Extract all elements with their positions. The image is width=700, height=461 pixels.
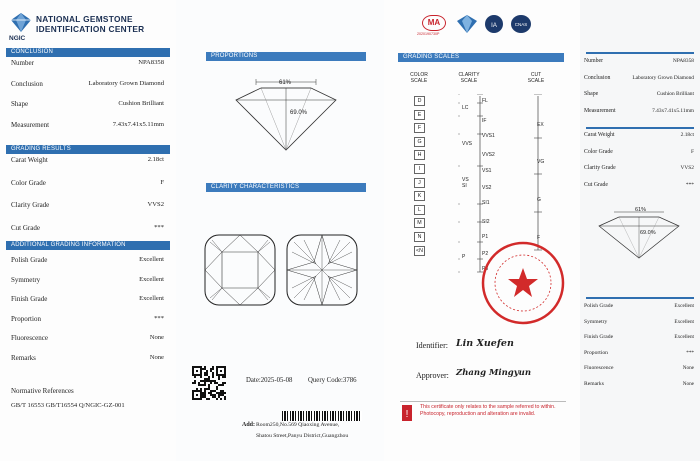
clarity-scale-label: P3 <box>482 266 489 272</box>
section-conclusion: CONCLUSION <box>6 48 170 57</box>
proportion-depth: 69.0% <box>290 110 308 116</box>
row-label: Cut Grade <box>11 223 40 232</box>
row-label: Conclusion <box>584 74 611 81</box>
card-depth: 69.0% <box>640 230 656 236</box>
row-label: Finish Grade <box>11 295 48 303</box>
row-value: VVS2 <box>680 165 694 171</box>
row-value: Laboratory Grown Diamond <box>88 79 164 87</box>
clarity-scale-label: SI1 <box>482 200 490 206</box>
cut-scale-label: VG <box>537 159 545 165</box>
address-line2: Shatou Street,Panyu District,Guangzhou <box>256 433 349 439</box>
panel-results <box>0 0 177 461</box>
card-rule-mid <box>586 127 694 129</box>
row-value: Excellent <box>674 318 694 325</box>
row-label: Remarks <box>11 353 36 362</box>
row-value: *** <box>154 314 164 322</box>
barcode <box>282 411 362 421</box>
row-value: None <box>149 353 164 361</box>
svg-text:IA: IA <box>491 23 497 29</box>
clarity-group-label: VS <box>462 177 469 183</box>
row-value: Cushion Brilliant <box>656 91 694 97</box>
color-scale-box: F <box>414 123 425 133</box>
row-value: Cushion Brilliant <box>118 100 164 107</box>
cut-scale-title: CUT SCALE <box>527 72 545 84</box>
row-label: Polish Grade <box>11 256 48 264</box>
address-line1: Room250,No.569 Qiaoxing Avenue, <box>256 422 340 428</box>
row-value: None <box>682 381 694 387</box>
row-value: Laboratory Grown Diamond <box>632 74 694 81</box>
qr-code-icon <box>192 366 226 400</box>
warning-icon <box>402 405 412 421</box>
normative-title: Normative References <box>11 387 74 395</box>
row-label: Proportion <box>11 314 41 323</box>
row-label: Color Grade <box>11 178 46 187</box>
row-label: Proportion <box>584 349 608 356</box>
row-label: Number <box>584 58 603 64</box>
color-scale-box: E <box>414 110 425 120</box>
color-scale-box: H <box>414 150 425 160</box>
clarity-scale-label: P1 <box>482 234 489 240</box>
ngic-logo-icon <box>9 12 33 34</box>
clarity-scale-title: CLARITY SCALE <box>458 72 480 84</box>
color-scale-box: N <box>414 232 425 242</box>
identifier-signature: Lin Xuefen <box>456 338 514 349</box>
identifier-label: Identifier: <box>416 341 448 350</box>
crown-view-diagram <box>202 232 278 308</box>
section-grading-scales: GRADING SCALES <box>398 53 564 62</box>
card-table: 61% <box>635 207 647 213</box>
approver-signature: Zhang Mingyun <box>456 368 532 378</box>
ilac-mark-icon <box>484 14 504 34</box>
color-scale-box: D <box>414 96 425 106</box>
row-label: Carat Weight <box>584 132 615 138</box>
row-value: *** <box>686 349 694 356</box>
color-scale-box: M <box>414 218 425 228</box>
logo-text: NGIC <box>9 35 26 42</box>
clarity-scale-label: P2 <box>482 251 489 257</box>
panel-scales <box>384 0 581 461</box>
row-label: Polish Grade <box>584 303 614 309</box>
row-label: Measurement <box>584 107 616 114</box>
row-label: Fluorescence <box>584 365 614 372</box>
approver-label: Approver: <box>416 371 449 380</box>
clarity-scale-label: IF <box>482 118 487 124</box>
row-value: NPA8358 <box>138 59 164 66</box>
section-grading-results: GRADING RESULTS <box>6 145 170 154</box>
ngic-mark-icon <box>456 14 478 34</box>
report-date: Date:2025-05-08 <box>246 377 293 384</box>
clarity-group-label: SI <box>462 183 467 189</box>
row-value: Excellent <box>139 295 164 302</box>
svg-text:!: ! <box>405 409 409 420</box>
row-value: NPA8358 <box>672 58 694 64</box>
card-proportion-diagram <box>594 206 684 262</box>
row-label: Color Grade <box>584 148 613 155</box>
color-scale-box: K <box>414 191 425 201</box>
row-value: 7.43x7.41x5.11mm <box>112 120 164 128</box>
row-label: Fluorescence <box>11 334 48 342</box>
cut-scale-label: F <box>537 235 541 241</box>
section-additional-info: ADDITIONAL GRADING INFORMATION <box>6 241 170 250</box>
card-rule-bottom <box>586 297 694 299</box>
row-label: Shape <box>584 91 599 97</box>
clarity-scale-label: VS2 <box>482 185 492 191</box>
cut-scale-label: G <box>537 197 541 203</box>
row-value: *** <box>685 181 694 188</box>
cut-scale-label: EX <box>537 122 544 128</box>
disclaimer-text: This certificate only relates to the sample referred to within. Photocopy, reproduction and alteration are invalid. <box>420 404 556 417</box>
color-scale-box: J <box>414 178 425 188</box>
cma-mark-icon: MA <box>422 15 446 31</box>
row-label: Conclusion <box>11 79 43 88</box>
row-value: None <box>149 334 164 341</box>
row-value: *** <box>154 223 164 231</box>
row-value: Excellent <box>139 256 164 263</box>
row-value: None <box>682 365 694 372</box>
normative-refs: GB/T 16553 GB/T16554 Q/NGIC-GZ-001 <box>11 402 125 409</box>
row-label: Symmetry <box>584 318 608 325</box>
panel-card <box>580 0 700 461</box>
clarity-group-label: VVS <box>462 141 473 147</box>
row-value: Excellent <box>674 303 694 309</box>
row-label: Carat Weight <box>11 156 48 164</box>
official-seal-icon <box>480 240 566 326</box>
row-value: Excellent <box>674 334 694 341</box>
clarity-scale-label: VS1 <box>482 168 492 174</box>
row-label: Measurement <box>11 120 50 129</box>
clarity-scale-label: FL <box>482 98 488 104</box>
clarity-scale-label: VVS2 <box>482 152 495 158</box>
svg-text:CNAS: CNAS <box>514 22 528 27</box>
color-scale-box: L <box>414 205 425 215</box>
query-code: Query Code:3786 <box>308 377 357 384</box>
row-value: 2.18ct <box>680 132 694 138</box>
row-label: Cut Grade <box>584 181 608 188</box>
row-label: Remarks <box>584 381 604 387</box>
row-value: Excellent <box>139 275 164 283</box>
clarity-group-label: P <box>462 254 466 260</box>
proportion-table: 61% <box>279 80 292 86</box>
row-value: 2.18ct <box>147 156 164 163</box>
color-scale-title: COLOR SCALE <box>410 72 428 84</box>
color-scale-box: I <box>414 164 425 174</box>
clarity-scale-label: VVS1 <box>482 133 495 139</box>
row-label: Finish Grade <box>584 334 614 341</box>
row-value: VVS2 <box>147 201 164 208</box>
lab-title: NATIONAL GEMSTONE IDENTIFICATION CENTER <box>36 14 145 34</box>
row-label: Clarity Grade <box>11 201 50 209</box>
color-scale-box: <N <box>414 246 425 256</box>
row-label: Symmetry <box>11 275 41 284</box>
clarity-group-label: LC <box>462 105 469 111</box>
color-scale-box: G <box>414 137 425 147</box>
pavilion-view-diagram <box>284 232 360 308</box>
cnas-mark-icon <box>510 14 532 34</box>
row-value: F <box>160 178 164 186</box>
row-label: Shape <box>11 100 29 108</box>
clarity-scale-label: SI2 <box>482 219 490 225</box>
section-proportions: PROPORTIONS <box>206 52 366 61</box>
disclaimer-box <box>400 401 566 426</box>
address-label: Add: <box>242 422 256 428</box>
panel-diagrams <box>176 0 385 461</box>
section-clarity-characteristics: CLARITY CHARACTERISTICS <box>206 183 366 192</box>
cma-number: 2020190730P <box>417 32 440 36</box>
row-label: Clarity Grade <box>584 165 616 171</box>
row-value: F <box>691 148 694 155</box>
row-label: Number <box>11 59 34 67</box>
card-rule-top <box>586 52 694 54</box>
row-value: 7.43x7.41x5.11mm <box>652 107 694 114</box>
